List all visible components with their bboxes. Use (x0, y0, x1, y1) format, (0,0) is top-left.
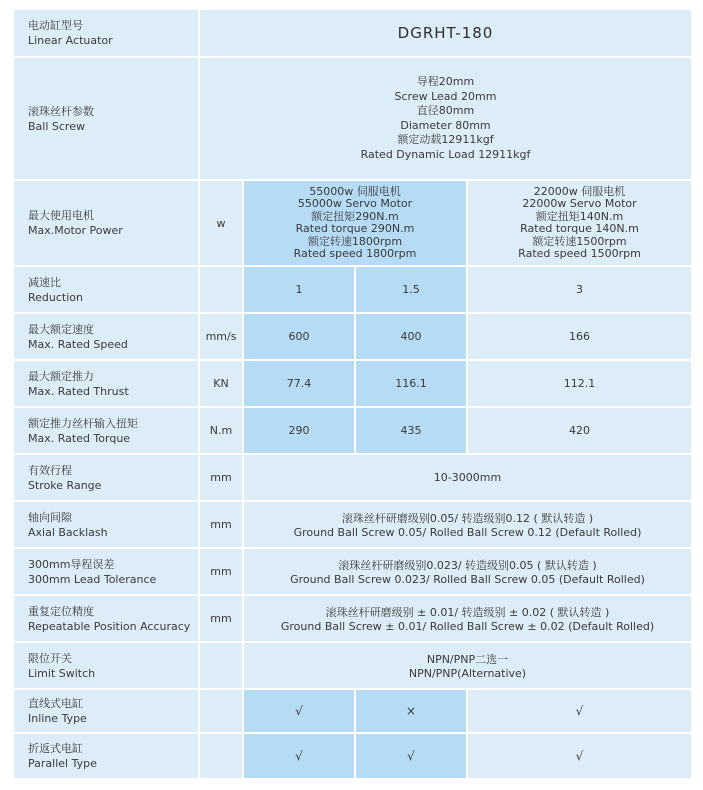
parallel-type-label-en: Parallel Type (28, 757, 97, 770)
lead-tolerance-line-en: Ground Ball Screw 0.023/ Rolled Ball Screw 0.05 (Default Rolled) (290, 573, 645, 586)
repeat-accuracy-label-en: Repeatable Position Accuracy (28, 619, 191, 633)
lead-tolerance-label-cn: 300mm导程误差 (28, 557, 115, 571)
stroke-value: 10-3000mm (433, 471, 502, 484)
reduction-v1: 1 (295, 283, 303, 296)
model-value: DGRHT-180 (397, 24, 494, 42)
speed-label (14, 314, 198, 359)
motor-label (14, 181, 198, 265)
backlash-label (14, 502, 198, 547)
reduction-v3-cell (468, 267, 691, 312)
lead-tolerance-line-cn: 滚珠丝杆研磨级别0.023/ 转造级别0.05 ( 默认转造 ) (338, 559, 597, 572)
torque-unit: N.m (209, 424, 233, 437)
parallel-type-label-cn: 折返式电缸 (28, 742, 83, 755)
inline-type-label (14, 690, 198, 732)
repeat-accuracy-unit-cell (200, 596, 242, 641)
parallel-type-v2-cell (356, 734, 466, 778)
torque-v2: 435 (400, 424, 422, 437)
thrust-v2: 116.1 (395, 377, 427, 390)
speed-v2: 400 (400, 330, 422, 343)
stroke-label (14, 455, 198, 500)
motor-a-line: 额定转速1800rpm (307, 234, 403, 248)
limit-switch-line-cn: NPN/PNP二选一 (426, 653, 509, 666)
reduction-v2-cell (356, 267, 466, 312)
reduction-v1-cell (244, 267, 354, 312)
stroke-label-cn: 有效行程 (28, 463, 72, 477)
stroke-label-en: Stroke Range (28, 478, 102, 492)
ball-screw-line: Diameter 80mm (400, 118, 491, 132)
motor-b-line: 额定转速1500rpm (532, 234, 627, 248)
speed-label-cn: 最大额定速度 (28, 322, 94, 336)
model-label (14, 10, 198, 56)
motor-b-line: 额定扭矩140N.m (535, 209, 624, 223)
ball-screw-label-cn: 滚珠丝杆参数 (28, 104, 94, 118)
limit-switch-label-cn: 限位开关 (28, 651, 72, 665)
model-label-en: Linear Actuator (28, 34, 113, 47)
torque-v3: 420 (569, 424, 590, 437)
lead-tolerance-value-cell (244, 549, 691, 594)
cross-mark-icon: × (405, 704, 417, 718)
thrust-unit: KN (213, 377, 229, 390)
ball-screw-line: Screw Lead 20mm (394, 89, 497, 103)
repeat-accuracy-line-cn: 滚珠丝杆研磨级别 ± 0.01/ 转造级别 ± 0.02 ( 默认转造 ) (325, 606, 610, 619)
torque-v3-cell (468, 408, 691, 453)
motor-b-line: Rated torque 140N.m (520, 222, 639, 235)
speed-v1: 600 (288, 330, 310, 343)
backlash-unit: mm (210, 518, 232, 531)
inline-type-unit-cell (200, 690, 242, 732)
stroke-unit: mm (210, 471, 232, 484)
model-value-cell (200, 10, 691, 56)
backlash-value-cell (244, 502, 691, 547)
inline-type-label-cn: 直线式电缸 (28, 697, 83, 710)
ball-screw-line: 额定动载12911kgf (397, 133, 494, 146)
parallel-type-unit-cell (200, 734, 242, 778)
limit-switch-unit-cell (200, 643, 242, 688)
thrust-v1: 77.4 (286, 377, 312, 390)
motor-b-line: 22000w Servo Motor (522, 197, 637, 210)
torque-label-cn: 额定推力丝杆输入扭矩 (28, 416, 138, 430)
limit-switch-label (14, 643, 198, 688)
check-mark-icon: √ (575, 749, 584, 763)
parallel-type-v1-cell (244, 734, 354, 778)
motor-b-line: Rated speed 1500rpm (518, 247, 641, 260)
reduction-label (14, 267, 198, 312)
motor-a-line: Rated speed 1800rpm (293, 247, 417, 260)
lead-tolerance-label (14, 549, 198, 594)
spec-sheet (14, 10, 691, 778)
ball-screw-label-en: Ball Screw (28, 119, 85, 133)
speed-v3-cell (468, 314, 691, 359)
stroke-unit-cell (200, 455, 242, 500)
speed-unit-cell (200, 314, 242, 359)
torque-v2-cell (356, 408, 466, 453)
thrust-v3-cell (468, 361, 691, 406)
thrust-label-cn: 最大额定推力 (28, 369, 94, 383)
repeat-accuracy-line-en: Ground Ball Screw ± 0.01/ Rolled Ball Screw ± 0.02 (Default Rolled) (280, 620, 655, 633)
motor-a-line: 55000w 伺服电机 (309, 184, 401, 198)
reduction-label-cn: 减速比 (28, 275, 61, 289)
backlash-unit-cell (200, 502, 242, 547)
repeat-accuracy-unit: mm (210, 612, 232, 625)
speed-unit: mm/s (205, 330, 237, 343)
thrust-v2-cell (356, 361, 466, 406)
parallel-type-label (14, 734, 198, 778)
backlash-label-cn: 轴向间隙 (28, 510, 72, 524)
speed-label-en: Max. Rated Speed (28, 337, 128, 351)
limit-switch-label-en: Limit Switch (28, 666, 96, 680)
motor-unit: w (216, 216, 226, 230)
motor-b-cell (468, 181, 691, 265)
speed-v1-cell (244, 314, 354, 359)
motor-unit-cell (200, 181, 242, 265)
thrust-v3: 112.1 (563, 377, 596, 390)
repeat-accuracy-label-cn: 重复定位精度 (28, 604, 94, 618)
limit-switch-line-en: NPN/PNP(Alternative) (408, 667, 527, 680)
motor-b-line: 22000w 伺服电机 (533, 184, 626, 198)
repeat-accuracy-label (14, 596, 198, 641)
reduction-v2: 1.5 (402, 283, 420, 296)
motor-a-line: Rated torque 290N.m (295, 222, 415, 235)
motor-a-cell (244, 181, 466, 265)
lead-tolerance-label-en: 300mm Lead Tolerance (28, 572, 157, 586)
ball-screw-line: 直径80mm (416, 104, 475, 117)
reduction-label-en: Reduction (28, 290, 83, 304)
parallel-type-v3-cell (468, 734, 691, 778)
ball-screw-value-cell (200, 58, 691, 179)
thrust-label-en: Max. Rated Thrust (28, 384, 129, 398)
repeat-accuracy-value-cell (244, 596, 691, 641)
torque-label-en: Max. Rated Torque (28, 431, 131, 445)
backlash-line-en: Ground Ball Screw 0.05/ Rolled Ball Screw 0.12 (Default Rolled) (293, 526, 642, 539)
motor-a-line: 额定扭矩290N.m (311, 209, 399, 223)
stroke-value-cell (244, 455, 691, 500)
backlash-label-en: Axial Backlash (28, 525, 108, 539)
inline-type-v3-cell (468, 690, 691, 732)
check-mark-icon: √ (407, 749, 415, 763)
thrust-v1-cell (244, 361, 354, 406)
torque-label (14, 408, 198, 453)
motor-label-cn: 最大使用电机 (28, 209, 94, 222)
inline-type-v2-cell (356, 690, 466, 732)
lead-tolerance-unit-cell (200, 549, 242, 594)
backlash-line-cn: 滚珠丝杆研磨级别0.05/ 转造级别0.12 ( 默认转造 ) (341, 512, 594, 525)
torque-unit-cell (200, 408, 242, 453)
check-mark-icon: √ (295, 749, 303, 763)
torque-v1-cell (244, 408, 354, 453)
model-label-cn: 电动缸型号 (28, 19, 83, 32)
thrust-label (14, 361, 198, 406)
motor-a-line: 55000w Servo Motor (297, 197, 413, 210)
check-mark-icon: √ (295, 704, 303, 718)
lead-tolerance-unit: mm (210, 565, 232, 578)
ball-screw-label (14, 58, 198, 179)
ball-screw-line: 导程20mm (416, 75, 475, 88)
reduction-v3: 3 (576, 283, 583, 296)
speed-v3: 166 (569, 330, 590, 343)
motor-label-en: Max.Motor Power (28, 224, 123, 237)
inline-type-v1-cell (244, 690, 354, 732)
inline-type-label-en: Inline Type (28, 712, 87, 725)
thrust-unit-cell (200, 361, 242, 406)
check-mark-icon: √ (575, 704, 584, 718)
torque-v1: 290 (288, 424, 310, 437)
limit-switch-value-cell (244, 643, 691, 688)
ball-screw-line: Rated Dynamic Load 12911kgf (360, 147, 531, 161)
speed-v2-cell (356, 314, 466, 359)
reduction-unit-cell (200, 267, 242, 312)
